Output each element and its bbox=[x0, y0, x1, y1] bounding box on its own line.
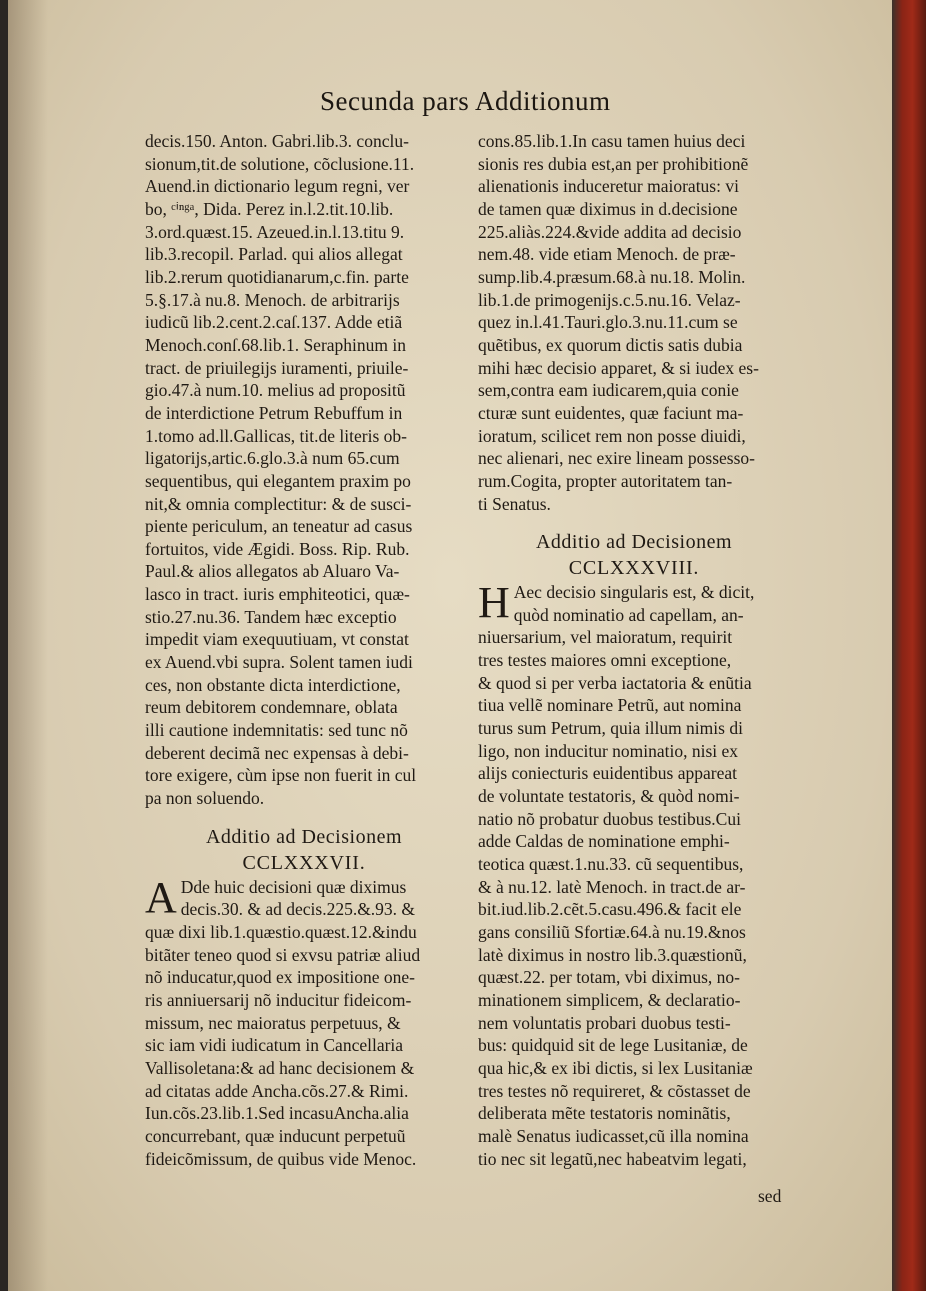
text-line: sequentibus, qui elegantem praxim po bbox=[145, 470, 411, 491]
text-line: decis.30. & ad decis.225.&.93. & bbox=[180, 899, 416, 920]
text-line: Dde huic decisioni quæ diximus bbox=[180, 876, 407, 897]
text-line: concurrebant, quæ inducunt perpetuũ bbox=[145, 1125, 406, 1146]
text-line: decis.150. Anton. Gabri.lib.3. conclu- bbox=[145, 131, 409, 151]
text-line: quæst.22. per totam, vbi diximus, no- bbox=[478, 967, 741, 988]
text-line: ti Senatus. bbox=[478, 493, 551, 514]
text-line: quẽtibus, ex quorum dictis satis dubia bbox=[478, 334, 743, 355]
text-line: tres testes maiores omni exceptione, bbox=[478, 650, 732, 671]
text-line: sump.lib.4.præsum.68.à nu.18. Molin. bbox=[478, 266, 746, 287]
right-section-number: CCLXXXVIII. bbox=[568, 557, 700, 580]
text-line: quæ dixi lib.1.quæstio.quæst.12.&indu bbox=[145, 922, 417, 942]
left-section-heading: Additio ad Decisionem bbox=[205, 825, 403, 848]
text-line: adde Caldas de nominatione emphi- bbox=[478, 831, 730, 852]
text-line: teotica quæst.1.nu.33. cũ sequentibus, bbox=[478, 854, 744, 875]
text-line: Iun.cõs.23.lib.1.Sed incasuAncha.alia bbox=[145, 1103, 409, 1124]
text-line: lib.2.rerum quotidianarum,c.fin. parte bbox=[145, 266, 409, 287]
text-line: reum debitorem condemnare, oblata bbox=[145, 697, 398, 718]
text-line: & quod si per verba iactatoria & enũtia bbox=[478, 672, 752, 693]
text-line: nem voluntatis probari duobus testi- bbox=[478, 1012, 731, 1033]
text-line: tio nec sit legatũ,nec habeatvim legati, bbox=[478, 1148, 747, 1169]
text-line: tres testes nõ requireret, & cõstasset de bbox=[478, 1080, 751, 1101]
text-line: tore exigere, cùm ipse non fuerit in cul bbox=[145, 765, 417, 786]
right-section-heading: Additio ad Decisionem bbox=[535, 531, 733, 554]
text-line: illi cautione indemnitatis: sed tunc nõ bbox=[145, 720, 408, 741]
text-line: lib.3.recopil. Parlad. qui alios allegat bbox=[145, 244, 403, 265]
text-line: lasco in tract. iuris emphiteotici, quæ- bbox=[145, 584, 410, 605]
text-line: cturæ sunt euidentes, quæ faciunt ma- bbox=[478, 402, 744, 423]
text-line: ioratum, scilicet rem non posse diuidi, bbox=[478, 425, 746, 446]
text-line: impedit viam exequutiuam, vt constat bbox=[145, 629, 409, 650]
text-line: nit,& omnia complectitur: & de susci- bbox=[145, 493, 412, 514]
running-head: Secunda pars Additionum bbox=[320, 86, 611, 116]
text-line: minationem simplicem, & declaratio- bbox=[478, 989, 741, 1010]
text-line: malè Senatus iudicasset,cũ illa nomina bbox=[478, 1125, 749, 1146]
drop-cap: A bbox=[145, 872, 177, 922]
text-line: rum.Cogita, propter autoritatem tan- bbox=[478, 470, 733, 491]
text-line: stio.27.nu.36. Tandem hæc exceptio bbox=[145, 606, 397, 627]
text-line: turus sum Petrum, quia illum nimis di bbox=[478, 718, 743, 739]
text-line: fortuitos, vide Ægidi. Boss. Rip. Rub. bbox=[145, 538, 410, 559]
text-line: bitãter teneo quod si exvsu patriæ aliud bbox=[145, 944, 421, 965]
text-line: pa non soluendo. bbox=[145, 788, 265, 809]
text-line: nem.48. vide etiam Menoch. de præ- bbox=[478, 244, 736, 265]
text-line: 3.ord.quæst.15. Azeued.in.l.13.titu 9. bbox=[145, 221, 405, 242]
text-line: de interdictione Petrum Rebuffum in bbox=[145, 402, 403, 423]
text-line: Menoch.conſ.68.lib.1. Seraphinum in bbox=[145, 334, 407, 355]
text-line: bit.iud.lib.2.cẽt.5.casu.496.& facit ele bbox=[478, 899, 742, 920]
text-line: ad citatas adde Ancha.cõs.27.& Rimi. bbox=[145, 1080, 409, 1101]
text-line: gans consiliũ Sfortiæ.64.à nu.19.&nos bbox=[478, 922, 746, 942]
left-paragraph bbox=[145, 130, 463, 810]
text-line: bus: quidquid sit de lege Lusitaniæ, de bbox=[478, 1035, 748, 1056]
text-line: nec alienari, nec exire lineam possesso- bbox=[478, 448, 755, 469]
text-line: Vallisoletana:& ad hanc decisionem & bbox=[145, 1057, 415, 1078]
text-line: sionis res dubia est,an per prohibitionẽ bbox=[478, 153, 749, 174]
text-line: nõ inducatur,quod ex impositione one- bbox=[145, 967, 416, 988]
text-line: Paul.& alios allegatos ab Aluaro Va- bbox=[145, 561, 400, 582]
text-line: ligo, non inducitur nominatio, nisi ex bbox=[478, 740, 739, 761]
text-line: natio nõ probatur duobus testibus.Cui bbox=[478, 808, 741, 829]
text-line: niuersarium, vel maioratum, requirit bbox=[478, 627, 733, 648]
text-line: tiua vellẽ nominare Petrũ, aut nomina bbox=[478, 695, 742, 716]
text-line: ces, non obstante dicta interdictione, bbox=[145, 674, 401, 695]
text-line: missum, nec maioratus perpetuus, & bbox=[145, 1012, 401, 1033]
text-line: mihi hæc decisio apparet, & si iudex es- bbox=[478, 357, 759, 378]
text-line: 5.§.17.à nu.8. Menoch. de arbitrarijs bbox=[145, 289, 400, 310]
text-line: alienationis induceretur maioratus: vi bbox=[478, 176, 739, 197]
text-line: de tamen quæ diximus in d.decisione bbox=[478, 198, 738, 219]
text-line: fideicõmissum, de quibus vide Menoc. bbox=[145, 1148, 417, 1169]
text-line: deliberata mẽte testatoris nominãtis, bbox=[478, 1103, 731, 1124]
left-section-number: CCLXXXVII. bbox=[242, 851, 366, 874]
text-line: Aec decisio singularis est, & dicit, bbox=[513, 582, 755, 603]
left-section-text bbox=[145, 872, 463, 1171]
text-line: Auend.in dictionario legum regni, ver bbox=[145, 176, 410, 197]
text-line: de voluntate testatoris, & quòd nomi- bbox=[478, 786, 740, 807]
text-line: & à nu.12. latè Menoch. in tract.de ar- bbox=[478, 876, 746, 897]
text-line: quez in.l.41.Tauri.glo.3.nu.11.cum se bbox=[478, 312, 738, 333]
text-line: latè diximus in nostro lib.3.quæstionũ, bbox=[478, 944, 747, 965]
text-line: alijs coniecturis euidentibus appareat bbox=[478, 763, 738, 784]
text-line: gio.47.à num.10. melius ad propositũ bbox=[145, 380, 406, 401]
gutter-shadow bbox=[8, 0, 48, 1291]
text-line: ex Auend.vbi supra. Solent tamen iudi bbox=[145, 652, 413, 673]
right-section-body bbox=[478, 578, 790, 1170]
text-line: bo, ᶜⁱⁿᵍᵃ, Dida. Perez in.l.2.tit.10.lib. bbox=[145, 198, 394, 219]
text-line: deberent decimã nec expensas à debi- bbox=[145, 742, 409, 763]
text-line: sic iam vidi iudicatum in Cancellaria bbox=[145, 1035, 404, 1056]
text-line: quòd nominatio ad capellam, an- bbox=[513, 604, 744, 625]
text-line: sem,contra eam iudicarem,quia conie bbox=[478, 380, 739, 401]
drop-cap: H bbox=[478, 578, 510, 628]
text-line: cons.85.lib.1.In casu tamen huius deci bbox=[478, 131, 746, 151]
text-line: lib.1.de primogenijs.c.5.nu.16. Velaz- bbox=[478, 289, 741, 310]
text-line: ris anniuersarij nõ inducitur fideicom- bbox=[145, 989, 412, 1010]
text-line: ligatorijs,artic.6.glo.3.à num 65.cum bbox=[145, 448, 400, 469]
text-line: iudicũ lib.2.cent.2.caſ.137. Adde etiã bbox=[145, 312, 403, 333]
right-paragraph bbox=[478, 130, 790, 515]
catchword: sed bbox=[758, 1186, 782, 1206]
text-line: qua hic,& ex ibi dictis, si lex Lusitaniæ bbox=[478, 1057, 753, 1078]
text-line: piente periculum, an teneatur ad casus bbox=[145, 516, 413, 537]
text-line: tract. de priuilegijs iuramenti, priuile- bbox=[145, 357, 409, 378]
next-page-edge bbox=[892, 0, 926, 1291]
text-line: sionum,tit.de solutione, cõclusione.11. bbox=[145, 153, 415, 174]
left-section-body bbox=[145, 872, 463, 1171]
text-line: 1.tomo ad.ll.Gallicas, tit.de literis ob- bbox=[145, 425, 407, 446]
text-line: 225.aliàs.224.&vide addita ad decisio bbox=[478, 221, 742, 242]
right-section-text bbox=[478, 578, 790, 1170]
left-column bbox=[145, 130, 463, 1170]
right-column bbox=[478, 130, 790, 1170]
